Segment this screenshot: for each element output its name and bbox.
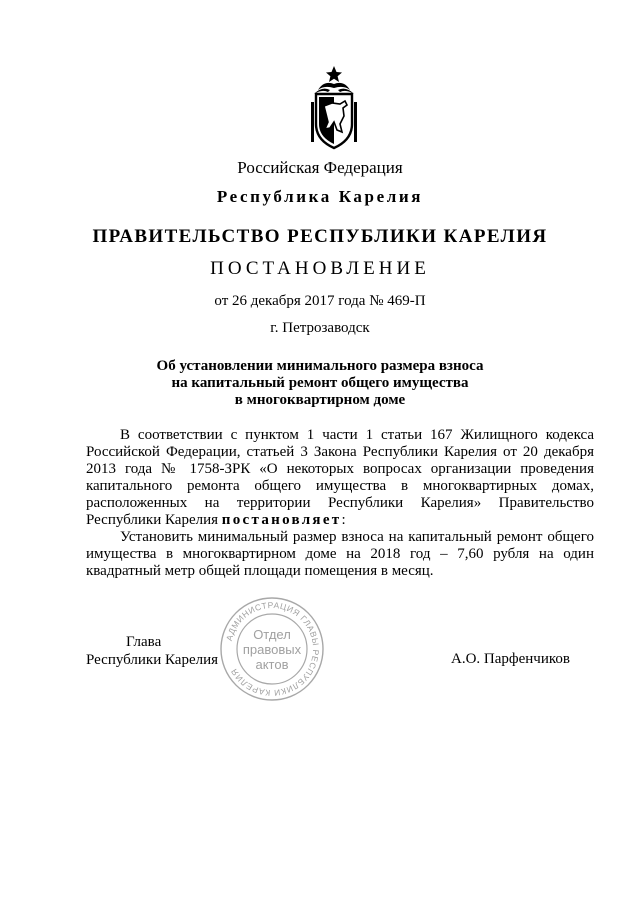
- official-stamp: [218, 595, 326, 703]
- stamp-line: правовых: [242, 642, 302, 657]
- paragraph-line: 2013 года № 1758-ЗРК «О некоторых вопросах организации проведения: [86, 461, 594, 477]
- paragraph-punct: :: [341, 512, 346, 528]
- stamp-line: Отдел: [253, 627, 291, 642]
- document-title: [0, 358, 640, 409]
- signatory-name: А.О. Парфенчиков: [451, 651, 570, 667]
- paragraph-line: Установить минимальный размер взноса на капитальный ремонт общего: [120, 529, 594, 545]
- signatory-title: [86, 633, 218, 669]
- stamp-ring-text: АДМИНИСТРАЦИЯ ГЛАВЫ РЕСПУБЛИКИ КАРЕЛИЯ: [223, 599, 322, 699]
- paragraph-line: [86, 512, 594, 529]
- republic-name: Республика Карелия: [216, 187, 424, 206]
- title-line: в многоквартирном доме: [234, 392, 406, 408]
- paragraph-line: Российской Федерации, статьей 3 Закона Республики Карелия от 20 декабря: [86, 444, 594, 460]
- paragraph-text: Республики Карелия: [86, 512, 222, 528]
- paragraph-line: квадратный метр общей площади помещения в месяц.: [86, 563, 434, 579]
- document-type: ПОСТАНОВЛЕНИЕ: [210, 258, 430, 279]
- government-title: ПРАВИТЕЛЬСТВО РЕСПУБЛИКИ КАРЕЛИЯ: [92, 226, 548, 247]
- karelia-coat-of-arms-icon: [310, 66, 358, 150]
- paragraph-line: расположенных на территории Республики Карелия» Правительство: [86, 495, 594, 511]
- title-line: на капитальный ремонт общего имущества: [171, 375, 469, 391]
- city: г. Петрозаводск: [270, 320, 370, 336]
- title-line: Об установлении минимального размера взноса: [156, 358, 484, 374]
- signatory-position: Глава: [126, 634, 162, 650]
- document-body: [86, 427, 594, 580]
- country-name: Российская Федерация: [237, 158, 403, 177]
- resolves-word: постановляет: [221, 512, 342, 528]
- paragraph-line: В соответствии с пунктом 1 части 1 статьи 167 Жилищного кодекса: [120, 427, 594, 443]
- paragraph-line: капитального ремонта общего имущества в многоквартирных домах,: [86, 478, 594, 494]
- paragraph-line: имущества в многоквартирном доме на 2018 год – 7,60 рубля на один: [86, 546, 594, 562]
- signatory-organization: Республики Карелия: [86, 652, 219, 668]
- stamp-line: актов: [255, 657, 289, 672]
- date-number: от 26 декабря 2017 года № 469-П: [214, 293, 426, 309]
